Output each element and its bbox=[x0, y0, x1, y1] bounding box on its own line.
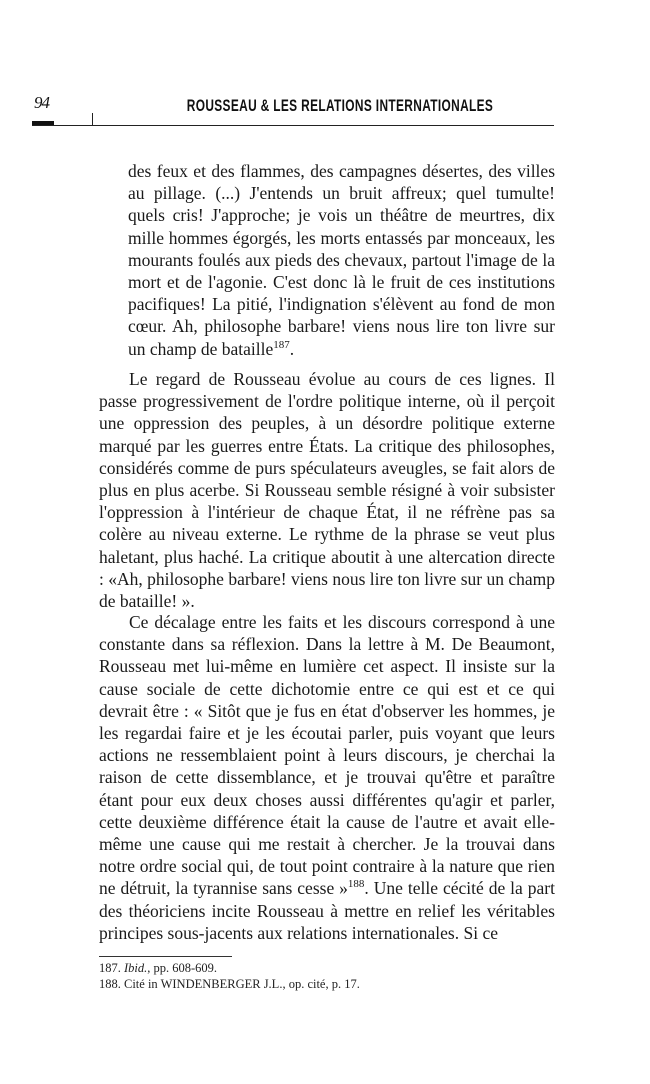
paragraph-1-text: Le regard de Rousseau évolue au cours de ces lignes. Il passe progressivement de l'ordre politique interne, où il perçoit une oppression des peuples, à un désordre politique externe marqué par les guerres entre États. La critique des philosophes, considérés comme de purs spéculateurs aveugles, se fait alors de plus en plus acerbe. Si Rousseau semble résigné à voir subsister l'oppression à l'intérieur de chaque État, il ne réfrène pas sa colère au niveau externe. Le rythme de la phrase se veut plus haletant, plus haché. La critique aboutit à une altercation directe : «Ah, philosophe barbare! viens nous lire ton livre sur un champ de bataille! ». bbox=[99, 369, 555, 612]
footnote-ref-188: 188 bbox=[347, 878, 365, 891]
footnote-text: Cité in WINDENBERGER J.L., op. cité, p. 17. bbox=[124, 976, 360, 991]
paragraph-2 bbox=[99, 611, 555, 944]
footnote-italic: Ibid. bbox=[124, 961, 148, 975]
paragraph-1 bbox=[99, 368, 555, 612]
footnote-187 bbox=[99, 961, 555, 977]
footnote-text: , pp. 608-609. bbox=[147, 961, 218, 975]
paragraph-2-tail: . Une telle cécité de la part des théoriciens incite Rousseau à mettre en relief les véritables principes sous-jacents aux relations internationales. Si ce bbox=[99, 878, 555, 943]
header-tick bbox=[92, 113, 93, 125]
page-number: 94 bbox=[34, 93, 49, 112]
block-quote bbox=[128, 160, 555, 360]
footnotes bbox=[99, 961, 555, 992]
footnote-rule bbox=[99, 956, 232, 957]
footnote-ref-187: 187 bbox=[273, 338, 290, 351]
footnote-number: 187. bbox=[99, 961, 121, 975]
footnote-188 bbox=[99, 977, 555, 993]
footnote-number: 188. bbox=[99, 976, 121, 991]
paragraph-2-text: Ce décalage entre les faits et les discours correspond à une constante dans sa réflexion. Dans la lettre à M. De Beaumont, Rousseau met lui-même en lumière cet aspect. Il insiste sur la cause sociale de cette dichotomie entre ce qui est et ce qui devrait être : « Sitôt que je fus en état d'observer les hommes, je les regardai faire et je les écoutai parler, puis voyant que leurs actions ne ressemblaient point à leurs discours, je cherchai la raison de cette dissemblance, et je trouvai qu'être et paraître étant pour eux deux choses aussi différentes qu'agir et parler, cette deuxième différence était la cause de l'autre et avait elle-même une cause qui me restait à chercher. Je la trouvai dans notre ordre social qui, de tout point contraire à la nature que rien ne détruit, la tyrannise sans cesse » bbox=[99, 612, 555, 899]
quote-tail: . bbox=[289, 338, 295, 359]
quote-text: des feux et des flammes, des campagnes désertes, des villes au pillage. (...) J'entends un bruit affreux; quel tumulte! quels cris! J'approche; je vois un théâtre de meurtres, dix mille hommes égorgés, les morts entassés par monceaux, les mourants foulés aux pieds des chevaux, partout l'image de la mort et de l'agonie. C'est donc là le fruit de ces institutions pacifiques! La pitié, l'indignation s'élèvent au fond de mon cœur. Ah, philosophe barbare! viens nous lire ton livre sur un champ de bataille bbox=[128, 161, 555, 359]
header-rule bbox=[32, 125, 554, 126]
running-header: ROUSSEAU & LES RELATIONS INTERNATIONALES bbox=[186, 96, 494, 115]
